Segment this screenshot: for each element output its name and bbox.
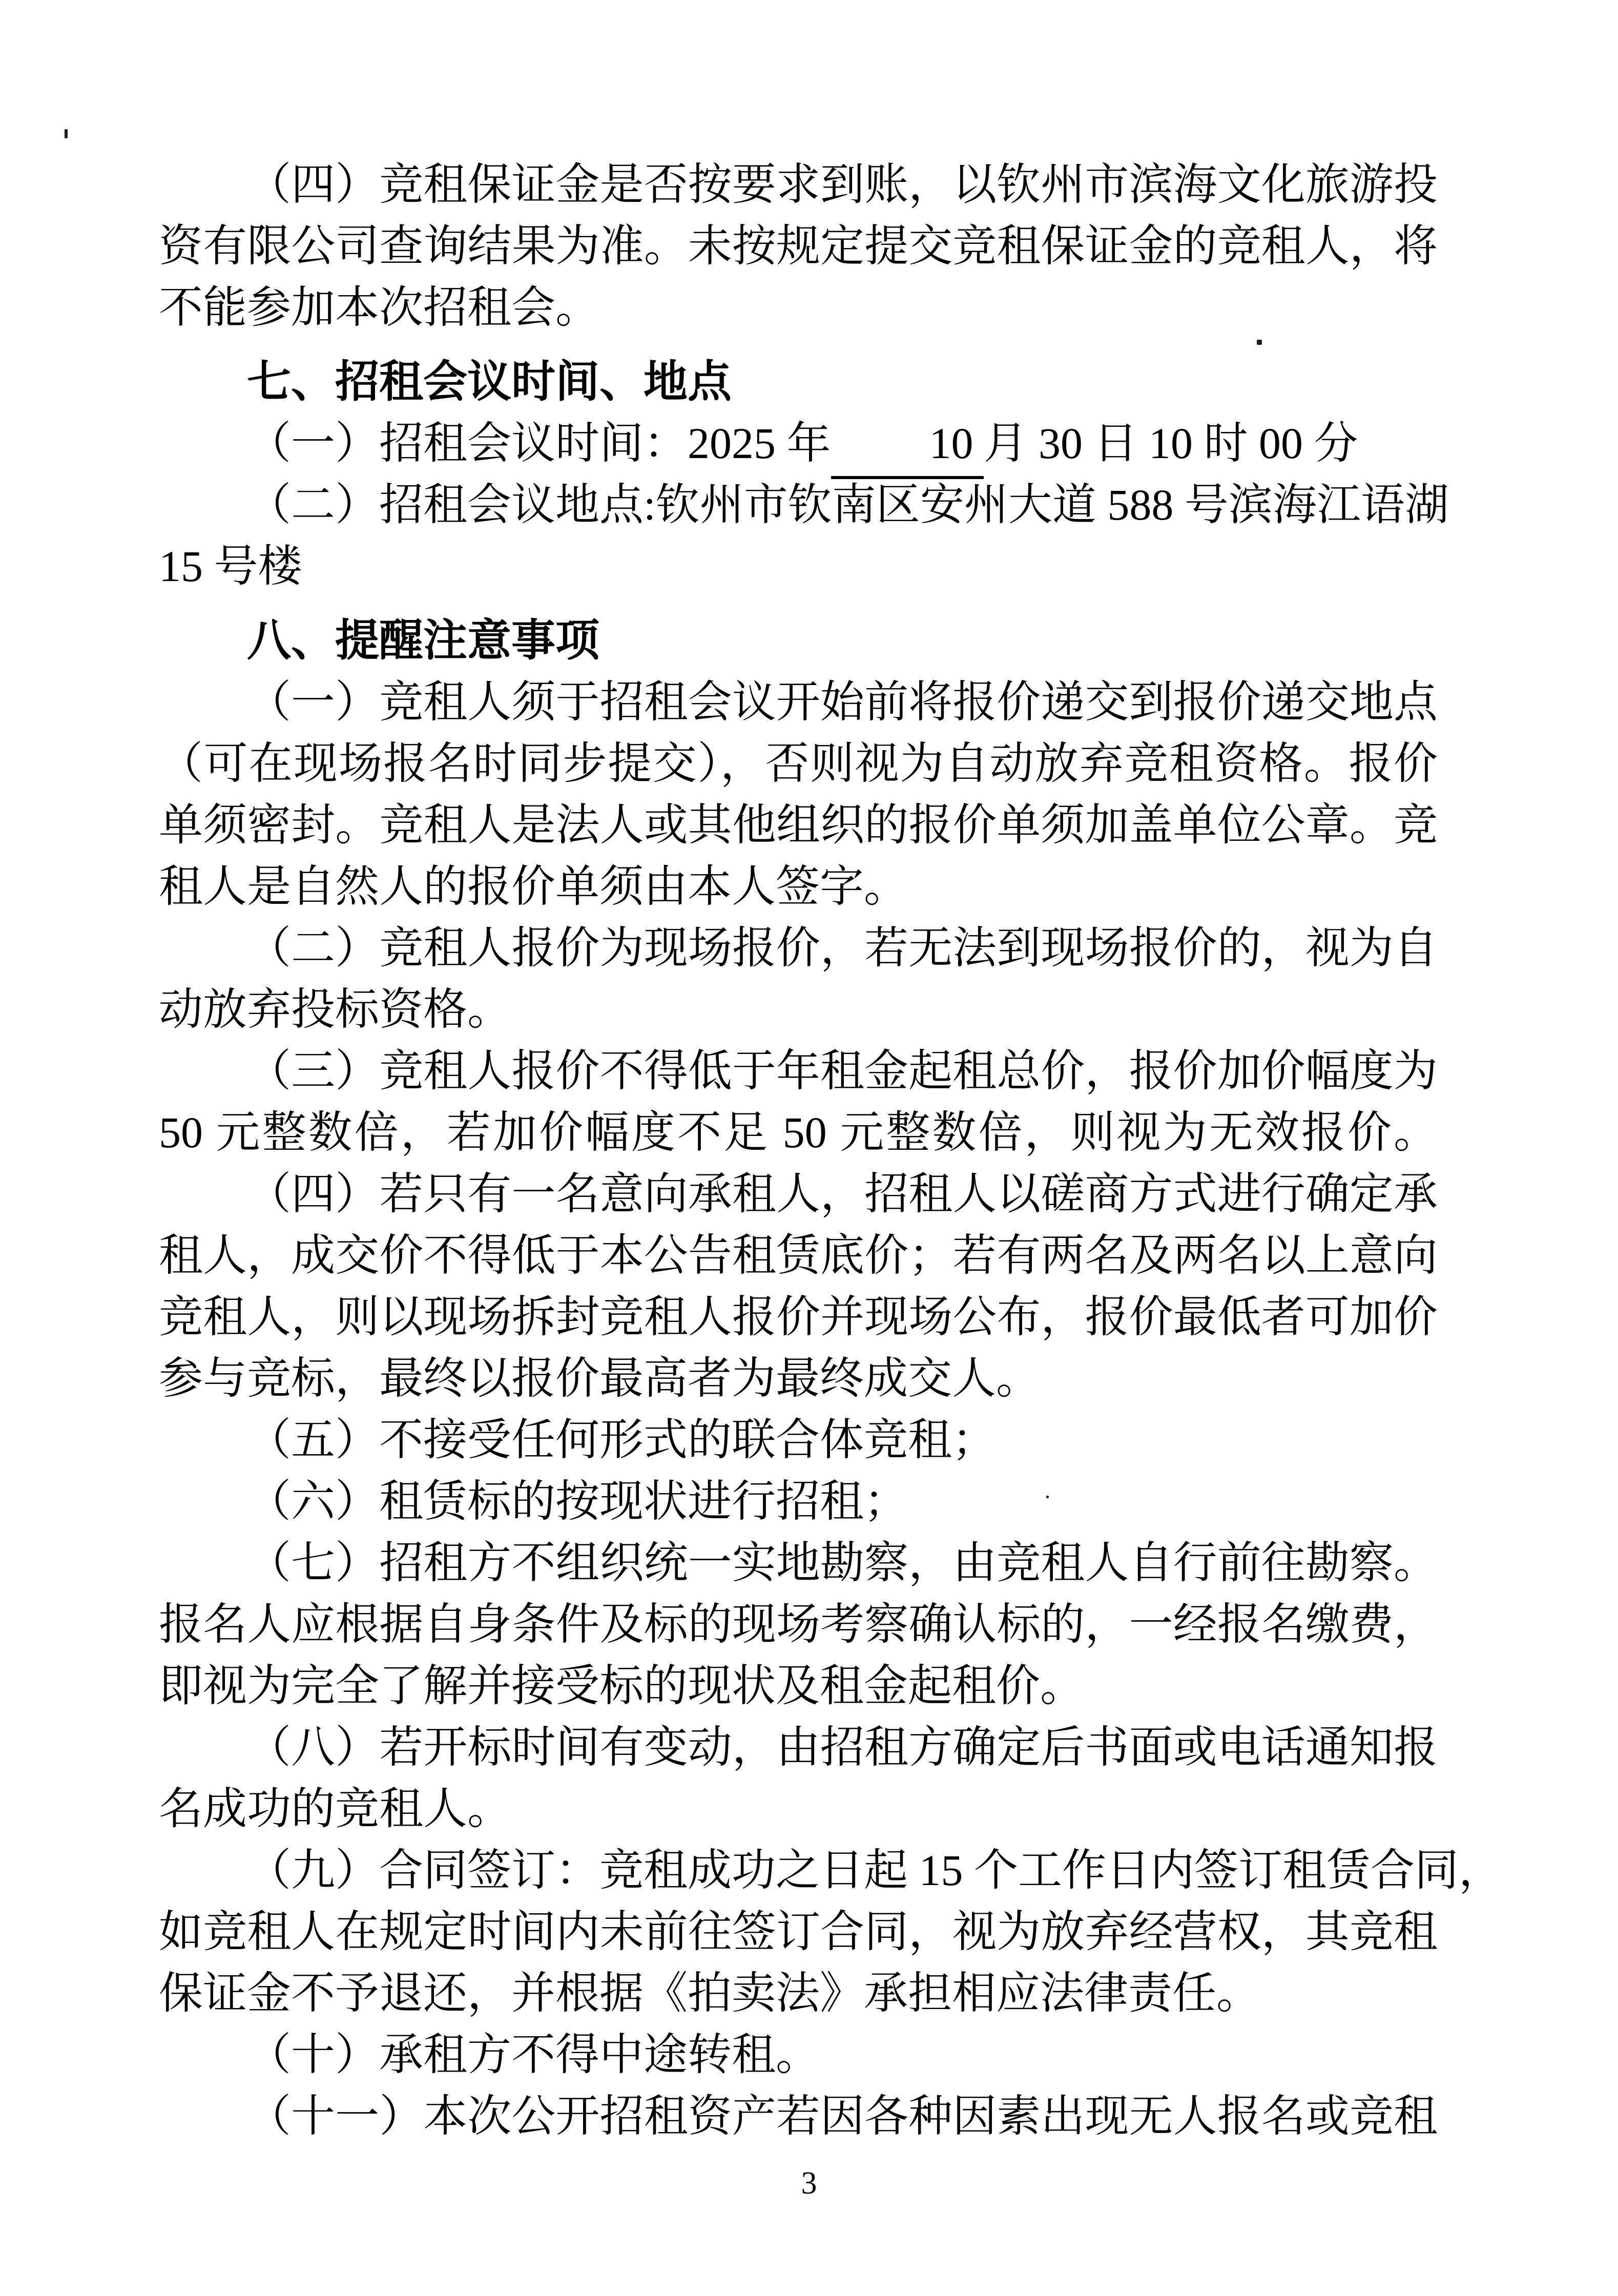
scan-speck xyxy=(1046,1496,1049,1498)
text-line: 即视为完全了解并接受标的现状及租金起租价。 xyxy=(159,1661,1084,1710)
text-line: 单须密封。竞租人是法人或其他组织的报价单须加盖单位公章。竞 xyxy=(159,800,1438,850)
underlined-value: 10 xyxy=(831,412,984,479)
text-line: 不能参加本次招租会。 xyxy=(159,283,599,332)
scan-speck xyxy=(65,129,68,138)
text-line: （四）若只有一名意向承租人，招租人以磋商方式进行确定承 xyxy=(247,1169,1438,1218)
text-line: （四）竞租保证金是否按要求到账，以钦州市滨海文化旅游投 xyxy=(247,160,1438,209)
text-line: 租人是自然人的报价单须由本人签字。 xyxy=(159,862,908,911)
text-line: （可在现场报名时同步提交），否则视为自动放弃竞租资格。报价 xyxy=(159,739,1438,788)
text-line: 报名人应根据自身条件及标的现场考察确认标的，一经报名缴费， xyxy=(159,1600,1438,1649)
text-line: （五）不接受任何形式的联合体竞租； xyxy=(247,1415,996,1464)
text-line: （九）合同签订：竞租成功之日起 15 个工作日内签订租赁合同， xyxy=(247,1846,1503,1895)
text-line: （六）租赁标的按现状进行招租； xyxy=(247,1477,908,1526)
text-line xyxy=(159,412,1438,474)
text-line: 名成功的竞租人。 xyxy=(159,1784,511,1833)
text-line: （三）竞租人报价不得低于年租金起租总价，报价加价幅度为 xyxy=(247,1046,1438,1095)
text-line: 参与竞标，最终以报价最高者为最终成交人。 xyxy=(159,1354,1040,1403)
section-heading: 七、招租会议时间、地点 xyxy=(247,357,732,406)
text-line: 50 元整数倍，若加价幅度不足 50 元整数倍，则视为无效报价。 xyxy=(159,1108,1438,1157)
section-heading: 八、提醒注意事项 xyxy=(247,616,599,665)
text-line: 如竞租人在规定时间内未前往签订合同，视为放弃经营权，其竞租 xyxy=(159,1907,1438,1956)
text-line: 竞租人，则以现场拆封竞租人报价并现场公布，报价最低者可加价 xyxy=(159,1292,1438,1341)
text-line: 资有限公司查询结果为准。未按规定提交竞租保证金的竞租人，将 xyxy=(159,221,1438,271)
text-line: 租人，成交价不得低于本公告租赁底价；若有两名及两名以上意向 xyxy=(159,1231,1438,1280)
text-line: （七）招租方不组织统一实地勘察，由竞租人自行前往勘察。 xyxy=(247,1538,1438,1587)
scan-speck xyxy=(1257,340,1262,345)
text-line: （一）竞租人须于招租会议开始前将报价递交到报价递交地点 xyxy=(247,677,1438,727)
text-segment: （一）招租会议时间：2025 年 xyxy=(247,419,831,468)
text-line: 保证金不予退还，并根据《拍卖法》承担相应法律责任。 xyxy=(159,1969,1260,2018)
text-line: 15 号楼 xyxy=(159,542,302,591)
text-line: （十一）本次公开招租资产若因各种因素出现无人报名或竞租 xyxy=(247,2092,1438,2141)
page-number: 3 xyxy=(801,2166,817,2201)
text-segment: 月 30 日 10 时 00 分 xyxy=(983,419,1358,468)
document-body xyxy=(159,154,1503,2147)
text-line: （十）承租方不得中途转租。 xyxy=(247,2030,820,2079)
text-line: （八）若开标时间有变动，由招租方确定后书面或电话通知报 xyxy=(247,1723,1438,1772)
text-line: （二）竞租人报价为现场报价，若无法到现场报价的，视为自 xyxy=(247,923,1438,973)
text-line: （二）招租会议地点:钦州市钦南区安州大道 588 号滨海江语湖 xyxy=(247,480,1449,529)
text-line: 动放弃投标资格。 xyxy=(159,985,511,1034)
